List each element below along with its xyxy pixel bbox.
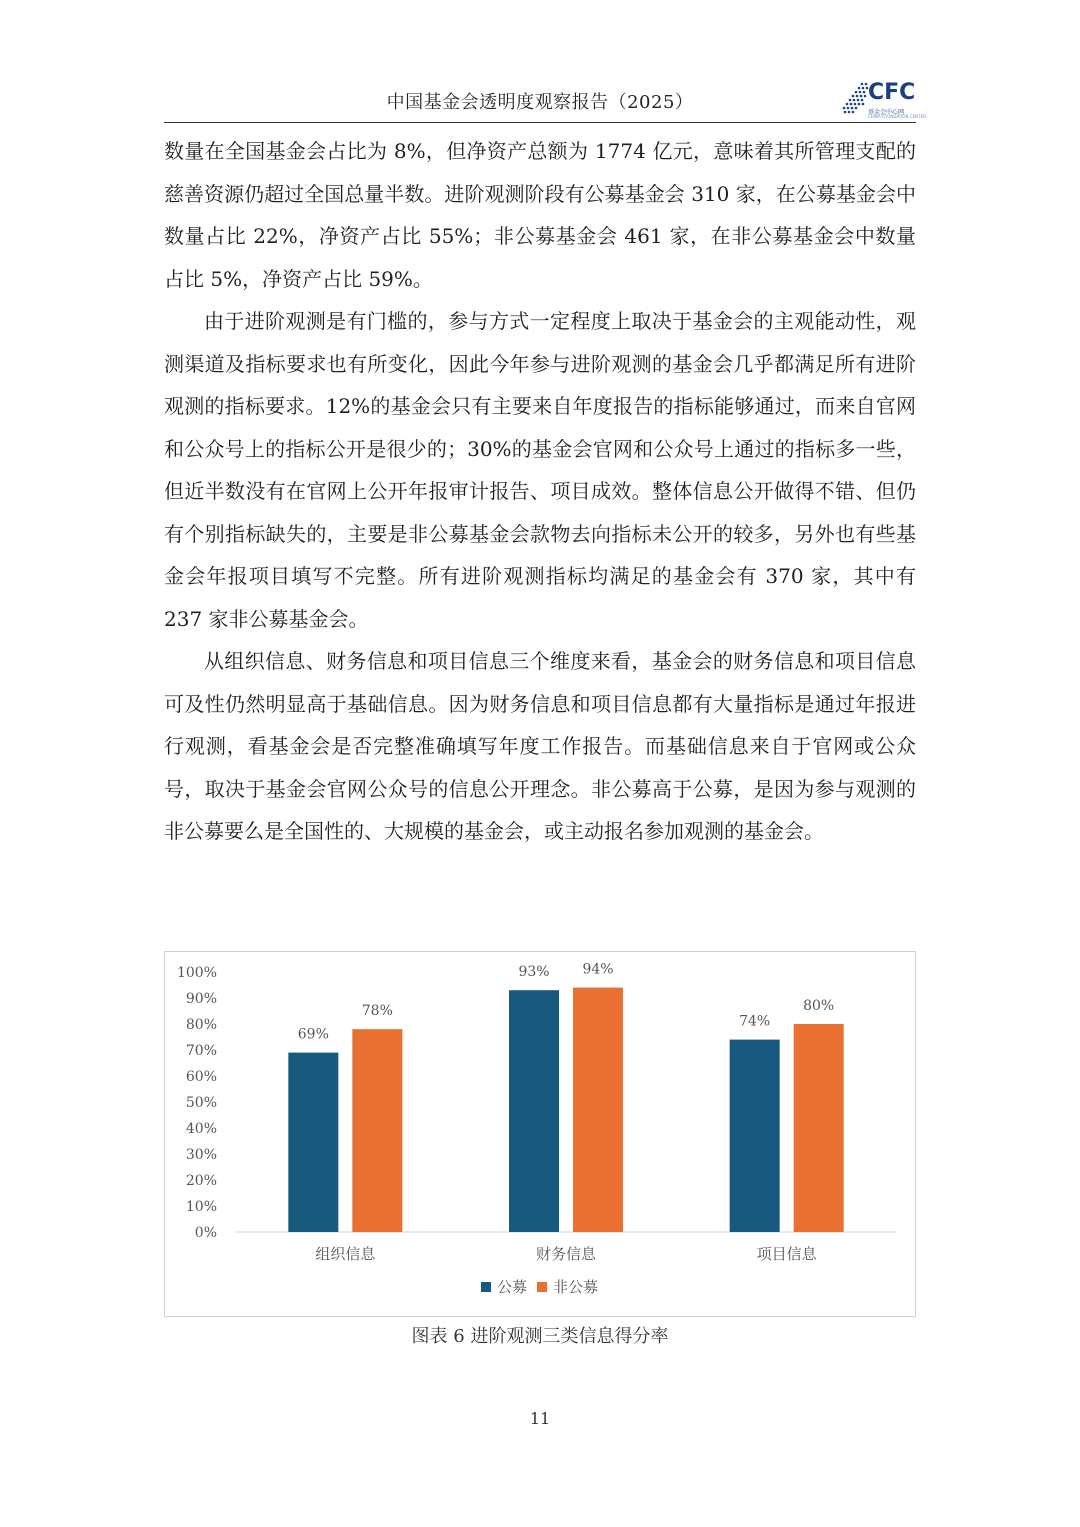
logo-subtitle: 基金会中心网 bbox=[868, 109, 905, 116]
paragraph: 由于进阶观测是有门槛的，参与方式一定程度上取决于基金会的主观能动性，观测渠道及指标要求也有所变化，因此今年参与进阶观测的基金会几乎都满足所有进阶观测的指标要求。12%的基金会只有主要来自年度报告的指标能够通过，而来自官网和公众号上的指标公开是很少的；30%的基金会官网和公众号上通过的指标多一些，但近半数没有在官网上公开年报审计报告、项目成效。整体信息公开做得不错、但仍有个别指标缺失的，主要是非公募基金会款物去向指标未公开的较多，另外也有些基金会年报项目填写不完整。所有进阶观测指标均满足的基金会有 370 家，其中有 237 家非公募基金会。 bbox=[164, 309, 916, 631]
y-tick-label: 100% bbox=[176, 965, 217, 981]
y-tick-label: 60% bbox=[185, 1069, 217, 1085]
bar-公募-财务信息 bbox=[509, 990, 559, 1232]
data-label: 93% bbox=[518, 964, 550, 981]
logo-text: CFC bbox=[868, 80, 916, 105]
y-tick-label: 80% bbox=[185, 1017, 217, 1033]
legend-label: 公募 bbox=[497, 1278, 528, 1296]
legend-swatch-公募 bbox=[481, 1282, 491, 1292]
bar-非公募-组织信息 bbox=[352, 1029, 402, 1232]
x-category-label: 财务信息 bbox=[535, 1245, 597, 1263]
legend-swatch-非公募 bbox=[537, 1282, 547, 1292]
logo-subtitle-en: CHINA FOUNDATION CENTER bbox=[868, 114, 926, 119]
y-tick-label: 70% bbox=[185, 1043, 217, 1059]
page-header bbox=[164, 80, 926, 123]
y-tick-label: 90% bbox=[185, 991, 217, 1007]
bar-公募-项目信息 bbox=[730, 1040, 780, 1232]
y-tick-label: 30% bbox=[185, 1147, 217, 1163]
cfc-logo bbox=[842, 78, 926, 122]
bar-非公募-财务信息 bbox=[573, 988, 623, 1232]
header-title: 中国基金会透明度观察报告（2025） bbox=[386, 92, 694, 113]
bar-非公募-项目信息 bbox=[794, 1024, 844, 1232]
x-category-label: 项目信息 bbox=[756, 1245, 817, 1263]
data-label: 78% bbox=[361, 1003, 393, 1020]
data-label: 74% bbox=[739, 1013, 771, 1030]
bar-chart-svg bbox=[165, 952, 915, 1316]
legend-label: 非公募 bbox=[553, 1278, 599, 1296]
y-tick-label: 10% bbox=[185, 1199, 217, 1215]
data-label: 94% bbox=[582, 961, 614, 978]
y-tick-label: 50% bbox=[185, 1095, 217, 1111]
data-label: 69% bbox=[297, 1026, 329, 1043]
y-tick-label: 20% bbox=[185, 1173, 217, 1189]
page-number: 11 bbox=[529, 1409, 551, 1428]
paragraph: 数量在全国基金会占比为 8%，但净资产总额为 1774 亿元，意味着其所管理支配的慈善资源仍超过全国总量半数。进阶观测阶段有公募基金会 310 家，在公募基金会中数量占比 22%，净资产占比 55%；非公募基金会 461 家，在非公募基金会中数量占比 5%，净资产占比 59%。 bbox=[164, 139, 916, 291]
x-category-label: 组织信息 bbox=[315, 1245, 376, 1263]
y-tick-label: 40% bbox=[185, 1121, 217, 1137]
paragraph: 从组织信息、财务信息和项目信息三个维度来看，基金会的财务信息和项目信息可及性仍然明显高于基础信息。因为财务信息和项目信息都有大量指标是通过年报进行观测，看基金会是否完整准确填写年度工作报告。而基础信息来自于官网或公众号，取决于基金会官网公众号的信息公开理念。非公募高于公募，是因为参与观测的非公募要么是全国性的、大规模的基金会，或主动报名参加观测的基金会。 bbox=[164, 649, 916, 843]
bar-chart bbox=[164, 951, 916, 1317]
y-tick-label: 0% bbox=[194, 1225, 217, 1241]
bar-公募-组织信息 bbox=[288, 1053, 338, 1232]
body-text bbox=[164, 130, 916, 853]
data-label: 80% bbox=[803, 998, 835, 1014]
figure-caption: 图表 6 进阶观测三类信息得分率 bbox=[411, 1326, 669, 1347]
